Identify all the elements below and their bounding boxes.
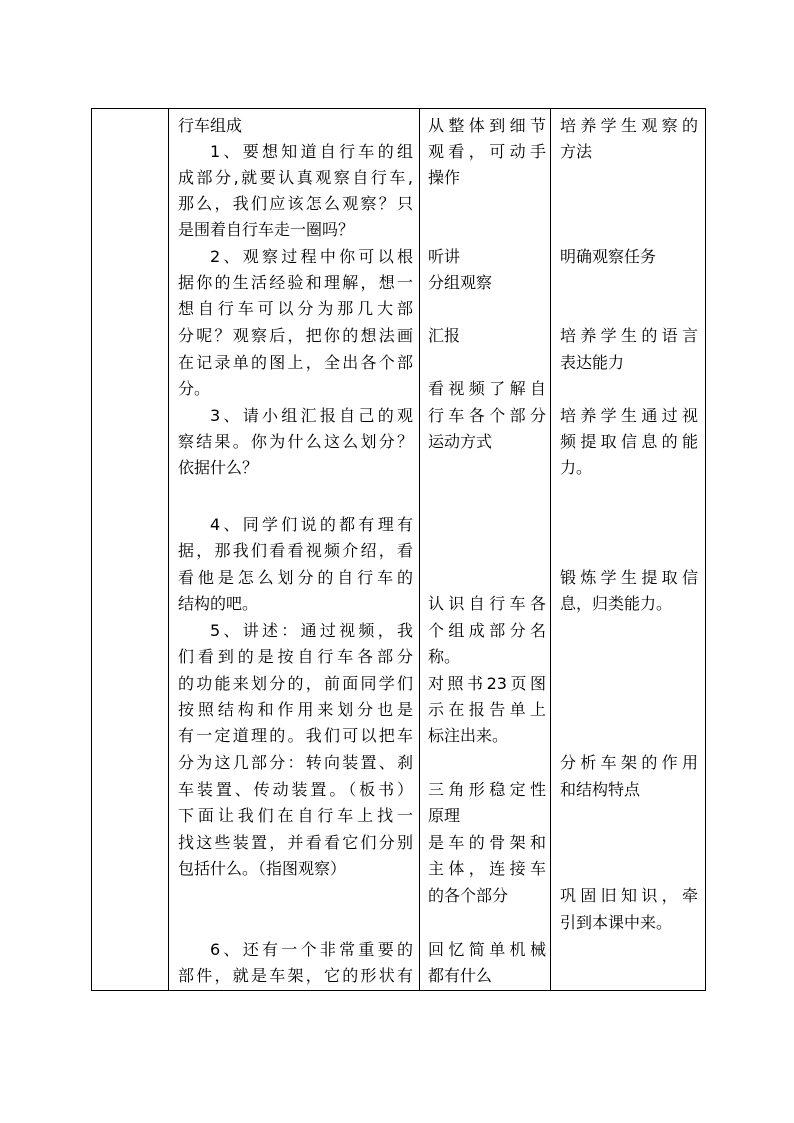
text-line: 依据什么？ xyxy=(178,458,259,477)
text-line: 操作 xyxy=(428,168,461,187)
table-right-border xyxy=(705,108,706,991)
column-divider-1 xyxy=(168,108,169,991)
text-line: 引到本课中来。 xyxy=(560,913,673,932)
text-line: 汇报 xyxy=(428,326,461,345)
text-line: 主体，连接车 xyxy=(428,860,546,878)
text-line: 培养学生的语言 xyxy=(560,327,698,345)
text-line: 下面让我们在自行车上找一 xyxy=(178,807,413,825)
text-line: 方法 xyxy=(560,142,593,161)
text-line: 分组观察 xyxy=(428,273,493,292)
design-intent-cell xyxy=(560,108,700,991)
text-line: 行车组成 xyxy=(178,116,243,135)
text-line: 看他是怎么划分的自行车的 xyxy=(178,569,413,587)
text-line: 1、要想知道自行车的组 xyxy=(210,143,413,161)
text-line: 分呢？观察后，把你的想法画 xyxy=(178,327,413,345)
text-line: 包括什么。（指图观察） xyxy=(178,859,347,878)
text-line: 频提取信息的能 xyxy=(560,433,698,451)
text-line: 个组成部分名 xyxy=(428,622,546,640)
text-line: 看视频了解自 xyxy=(428,380,546,398)
text-line: 是车的骨架和 xyxy=(428,834,546,852)
column-divider-2 xyxy=(419,108,420,991)
text-line: 对照书23页图 xyxy=(428,675,546,693)
text-line: 2、观察过程中你可以根 xyxy=(210,248,413,266)
text-line: 3、请小组汇报自己的观 xyxy=(210,407,413,425)
text-line: 明确观察任务 xyxy=(560,247,657,266)
text-line: 回忆简单机械 xyxy=(428,941,546,959)
text-line: 三角形稳定性 xyxy=(428,781,546,799)
text-line: 想自行车可以分为那几大部 xyxy=(178,300,413,318)
text-line: 行车各个部分 xyxy=(428,407,546,425)
lesson-plan-table xyxy=(91,108,706,991)
text-line: 的功能来划分的，前面同学们 xyxy=(178,675,413,693)
text-line: 6、还有一个非常重要的 xyxy=(210,941,413,959)
text-line: 的各个部分 xyxy=(428,886,509,905)
text-line: 4、同学们说的都有理有 xyxy=(210,516,413,534)
text-line: 示在报告单上 xyxy=(428,701,546,719)
text-line: 据，那我们看看视频介绍，看 xyxy=(178,542,413,560)
teacher-activity-cell xyxy=(178,108,414,991)
text-line: 巩固旧知识，牵 xyxy=(560,887,698,905)
text-line: 表达能力 xyxy=(560,353,625,372)
text-line: 标注出来。 xyxy=(428,726,509,745)
text-line: 是围着自行车走一圈吗？ xyxy=(178,220,355,239)
text-line: 和结构特点 xyxy=(560,780,641,799)
text-line: 培养学生观察的 xyxy=(560,117,698,135)
text-line: 从整体到细节 xyxy=(428,117,546,135)
text-line: 在记录单的图上，全出各个部 xyxy=(178,354,413,372)
text-line: 原理 xyxy=(428,806,461,825)
text-line: 称。 xyxy=(428,647,461,666)
text-line: 察结果。你为什么这么划分？ xyxy=(178,433,413,451)
text-line: 那么，我们应该怎么观察？只 xyxy=(178,195,413,213)
text-line: 锻炼学生提取信 xyxy=(560,569,698,587)
text-line: 找这些装置，并看看它们分别 xyxy=(178,834,413,852)
stage-cell xyxy=(91,108,168,991)
column-divider-3 xyxy=(550,108,551,991)
text-line: 息，归类能力。 xyxy=(560,594,673,613)
text-line: 分。 xyxy=(178,379,211,398)
text-line: 培养学生通过视 xyxy=(560,407,698,425)
text-line: 观看，可动手 xyxy=(428,143,546,161)
text-line: 结构的吧。 xyxy=(178,594,259,613)
text-line: 都有什么 xyxy=(428,966,493,985)
text-line: 按照结构和作用来划分也是 xyxy=(178,701,413,719)
text-line: 们看到的是按自行车各部分 xyxy=(178,648,413,666)
text-line: 据你的生活经验和理解，想一 xyxy=(178,274,413,292)
student-activity-cell xyxy=(428,108,548,991)
text-line: 有一定道理的。我们可以把车 xyxy=(178,727,413,745)
text-line: 部件，就是车架，它的形状有 xyxy=(178,967,413,985)
text-line: 分为这几部分：转向装置、刹 xyxy=(178,754,413,772)
text-line: 分析车架的作用 xyxy=(560,754,698,772)
text-line: 运动方式 xyxy=(428,432,493,451)
text-line: 力。 xyxy=(560,458,593,477)
text-line: 5、讲述：通过视频，我 xyxy=(210,622,413,640)
text-line: 车装置、传动装置。（板书） xyxy=(178,781,413,799)
text-line: 认识自行车各 xyxy=(428,595,546,613)
text-line: 成部分,就要认真观察自行车, xyxy=(178,169,413,187)
text-line: 听讲 xyxy=(428,247,461,266)
